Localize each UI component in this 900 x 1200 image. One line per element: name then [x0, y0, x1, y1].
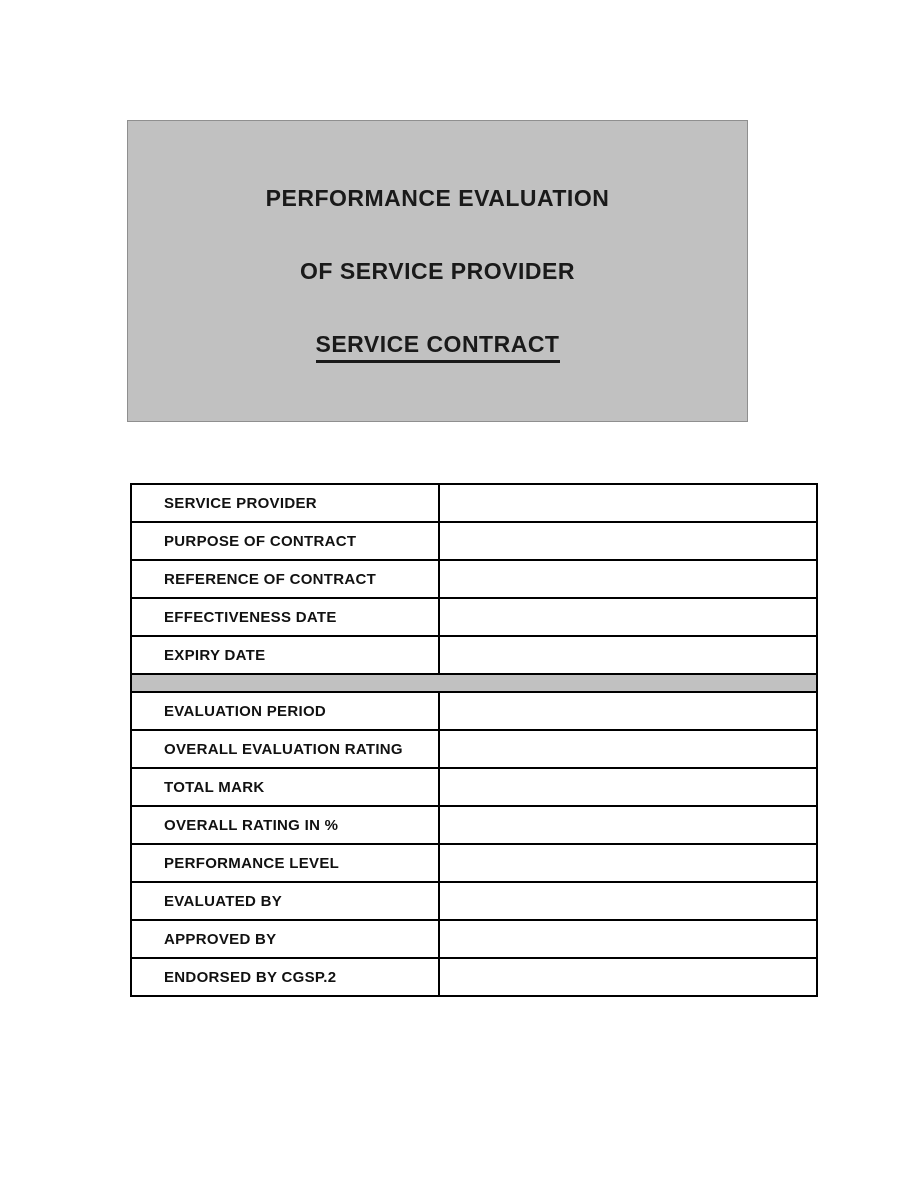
- row-label: PERFORMANCE LEVEL: [131, 844, 439, 882]
- row-value-cell: [439, 484, 817, 522]
- row-label: EXPIRY DATE: [131, 636, 439, 674]
- row-label: OVERALL RATING IN %: [131, 806, 439, 844]
- table-row-overall-rating-in-percent: [131, 806, 817, 844]
- table-row-reference-of-contract: [131, 560, 817, 598]
- row-label: ENDORSED BY CGSP.2: [131, 958, 439, 996]
- row-value-cell: [439, 958, 817, 996]
- table-row-performance-level: [131, 844, 817, 882]
- table-row-purpose-of-contract: [131, 522, 817, 560]
- table-row-evaluation-period: [131, 692, 817, 730]
- row-value-cell: [439, 730, 817, 768]
- evaluation-table: [130, 483, 818, 997]
- header-box: [127, 120, 748, 422]
- separator-row: [131, 674, 817, 692]
- table-row-total-mark: [131, 768, 817, 806]
- table-row-endorsed-by-cgsp2: [131, 958, 817, 996]
- row-value-cell: [439, 636, 817, 674]
- table-row-evaluated-by: [131, 882, 817, 920]
- table-row-approved-by: [131, 920, 817, 958]
- row-label: PURPOSE OF CONTRACT: [131, 522, 439, 560]
- row-value-cell: [439, 882, 817, 920]
- row-value-cell: [439, 806, 817, 844]
- separator-band: [131, 674, 817, 692]
- table-row-effectiveness-date: [131, 598, 817, 636]
- row-value-cell: [439, 692, 817, 730]
- header-title-line: PERFORMANCE EVALUATION: [265, 185, 610, 211]
- row-value-cell: [439, 768, 817, 806]
- row-label: APPROVED BY: [131, 920, 439, 958]
- row-value-cell: [439, 522, 817, 560]
- row-label: TOTAL MARK: [131, 768, 439, 806]
- header-contract-line: SERVICE CONTRACT: [316, 331, 560, 363]
- row-label: EVALUATED BY: [131, 882, 439, 920]
- row-value-cell: [439, 598, 817, 636]
- header-subtitle-line: OF SERVICE PROVIDER: [300, 258, 575, 284]
- row-label: REFERENCE OF CONTRACT: [131, 560, 439, 598]
- table-row-overall-evaluation-rating: [131, 730, 817, 768]
- evaluation-table-body: [131, 484, 817, 996]
- row-label: SERVICE PROVIDER: [131, 484, 439, 522]
- table-row-expiry-date: [131, 636, 817, 674]
- row-value-cell: [439, 920, 817, 958]
- row-value-cell: [439, 560, 817, 598]
- row-label: EFFECTIVENESS DATE: [131, 598, 439, 636]
- row-label: EVALUATION PERIOD: [131, 692, 439, 730]
- table-row-service-provider: [131, 484, 817, 522]
- row-value-cell: [439, 844, 817, 882]
- row-label: OVERALL EVALUATION RATING: [131, 730, 439, 768]
